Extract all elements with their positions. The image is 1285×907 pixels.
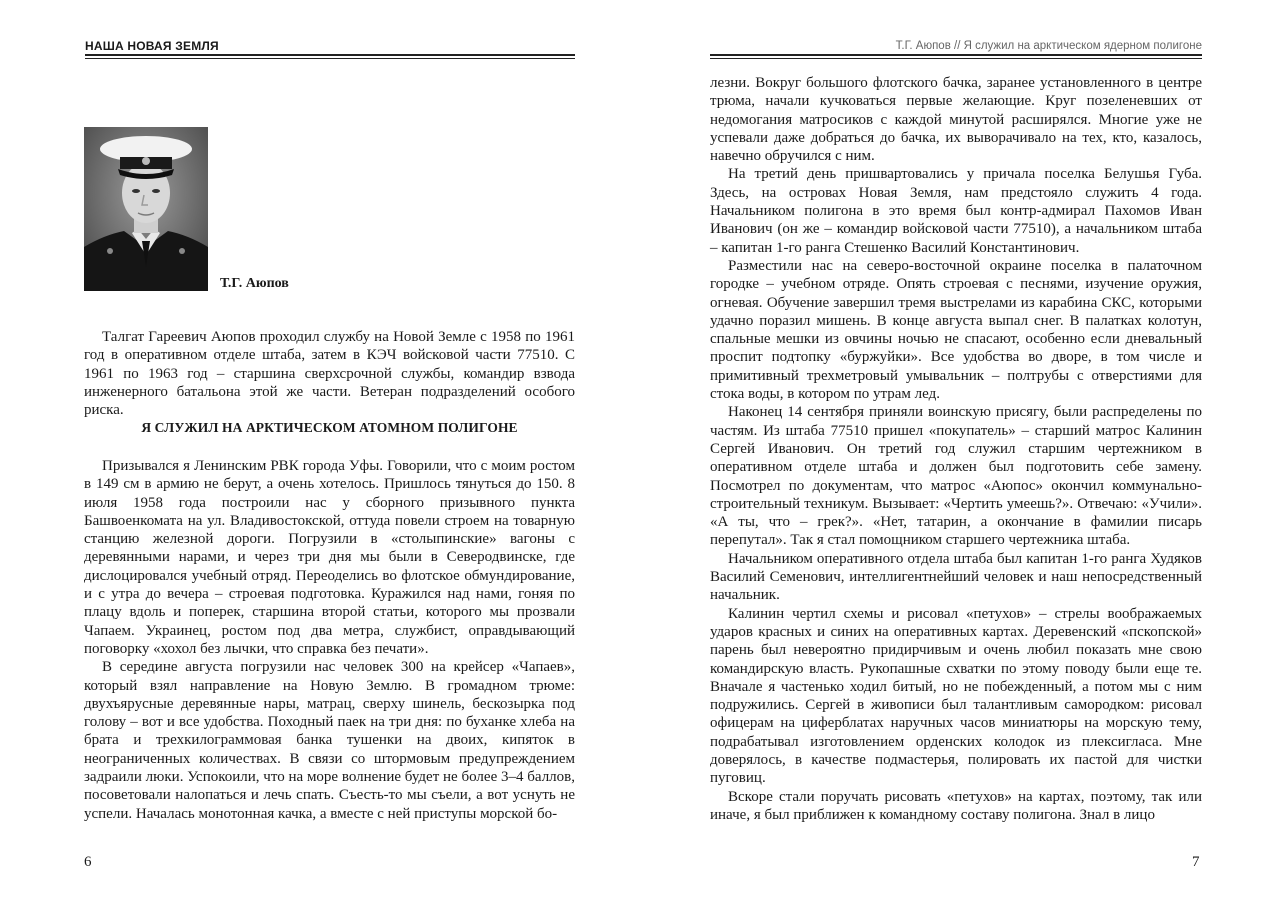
article-heading: Я СЛУЖИЛ НА АРКТИЧЕСКОМ АТОМНОМ ПОЛИГОНЕ [141, 420, 518, 435]
body-paragraph: Начальником оперативного отдела штаба был капитан 1-го ранга Худяков Василий Семенович, интеллигентнейший человек и наш непосредственный начальник. [710, 550, 1202, 604]
left-page [0, 0, 642, 907]
body-paragraph: В середине августа погрузили нас человек 300 на крейсер «Чапаев», который взял направление на Новую Землю. В громадном трюме: двухъярусные деревянные нары, матрац, сверху шинель, бескозырка под голову – вот и все удобства. Походный паек на три дня: по буханке хлеба на брата и трехкилограммовая банка тушенки на двоих, кипяток в неограниченных количествах. В связи со штормовым предупреждением задраили люки. Успокоили, что на море волнение будет не более 3–4 баллов, посоветовали налопаться и лечь спать. Съесть-то мы съели, а вот уснуть не успели. Началась монотонная качка, а вместе с ней приступы морской бо- [84, 659, 575, 822]
header-rule [710, 54, 1202, 56]
photo-caption: Т.Г. Аюпов [220, 276, 289, 291]
running-head-right: Т.Г. Аюпов // Я служил на арктическом ядерном полигоне [895, 40, 1202, 52]
body-paragraph: Разместили нас на северо-восточной окраине поселка в палаточном городке – учебном отряде. Опять строевая с песнями, изучение оружия, огневая. Обучение завершил тремя выстрелами из карабина СКС, которыми удачно поразил мишень. В конце августа выпал снег. В палатках колотун, спальные мешки из овчины ночью не спасают, особенно если дневальный проспит подтопку «буржуйки». Все удобства во дворе, в том числе и примитивный трехметровый умывальник – полтрубы с отверстиями для стока воды, в котором по утрам лед. [710, 257, 1202, 403]
bio-paragraph: Талгат Гареевич Аюпов проходил службу на Новой Земле с 1958 по 1961 год в оперативном отделе штаба, затем в КЭЧ войсковой части 77510. С 1961 по 1963 год – старшина сверхсрочной службы, командир взвода инженерного батальона этой же части. Ветеран подразделений особого риска. [84, 329, 575, 419]
body-paragraph: На третий день пришвартовались у причала поселка Белушья Губа. Здесь, на островах Новая Земля, нам предстояло служить 4 года. Начальником полигона в это время был контр-адмирал Пахомов Иван Иванович (он же – командир войсковой части 77510), а начальником штаба – капитан 1-го ранга Стешенко Василий Константинович. [710, 166, 1202, 256]
header-rule-thin [85, 58, 575, 59]
left-body-text [84, 457, 575, 823]
right-body-text [710, 74, 1202, 824]
body-paragraph: Наконец 14 сентября приняли воинскую присягу, были распределены по частям. Из штаба 77510 пришел «покупатель» – старший матрос Калинин Сергей Иванович. Он третий год служил старшим чертежником в оперативном отделе штаба и должен был подготовить себе замену. Посмотрел по документам, что матрос «Аюпос» окончил коммунально-строительный техникум. Вызывает: «Чертить умеешь?». Отвечаю: «Учили». «А ты, что – грек?». «Нет, татарин, а окончание в фамилии писарь перепутал». Так я стал помощником старшего чертежника штаба. [710, 404, 1202, 549]
body-paragraph: Вскоре стали поручать рисовать «петухов» на картах, поэтому, так или иначе, я был приближен к командному составу полигона. Знал в лицо [710, 788, 1202, 823]
body-paragraph: Калинин чертил схемы и рисовал «петухов» – стрелы воображаемых ударов красных и синих на оперативных картах. Деревенский «пскопской» парень был невероятно придирчивым и очень любил показать мне свою командирскую власть. Рукопашные схватки по этому поводу были еще те. Вначале я частенько ходил битый, но не побежденный, а потом мы с ним подружились. Сергей в живописи был талантливым самородком: рисовал офицерам на циферблатах наручных часов миниатюры на морскую тему, подрабатывал изготовлением орденских колодок из плексигласа. Мне доверялось, в качестве подмастерья, полировать их пастой для чистки пуговиц. [710, 605, 1202, 787]
header-rule-thin [710, 58, 1202, 59]
continued-paragraph: лезни. Вокруг большого флотского бачка, заранее установленного в центре трюма, начали кучковаться первые желающие. Круг позеленевших от недомогания матросиков с каждой минутой расширялся. Многие уже не успевали даже добраться до бачка, их выворачивало на тех, кто, казалось, навечно обручился с ним. [710, 75, 1202, 165]
author-portrait-photo [84, 127, 208, 291]
author-bio [84, 328, 575, 419]
body-paragraph: Призывался я Ленинским РВК города Уфы. Говорили, что с моим ростом в 149 см в армию не берут, а очень хотелось. Пришлось тянуться до 150. 8 июля 1958 года построили нас у сборного призывного пункта Башвоенкомата на ул. Владивостокской, оттуда повели строем на товарную станцию железной дороги. Погрузили в «столыпинские» вагоны с деревянными нарами, и через три дня мы были в Северодвинске, где дислоцировался учебный отряд. Переоделись во флотское обмундирование, и с утра до вечера – строевая подготовка. Куражился над нами, гоняя по плацу вдоль и поперек, старшина второй статьи, которого мы прозвали Чапаем. Украинец, ростом под два метра, службист, оправдывающий поговорку «хохол без лычки, что справка без печати». [84, 458, 575, 657]
header-rule [85, 54, 575, 56]
page-number-left: 6 [84, 854, 92, 870]
page-number-right: 7 [1192, 854, 1200, 870]
running-head-left: НАША НОВАЯ ЗЕМЛЯ [85, 39, 219, 53]
right-page [642, 0, 1285, 907]
